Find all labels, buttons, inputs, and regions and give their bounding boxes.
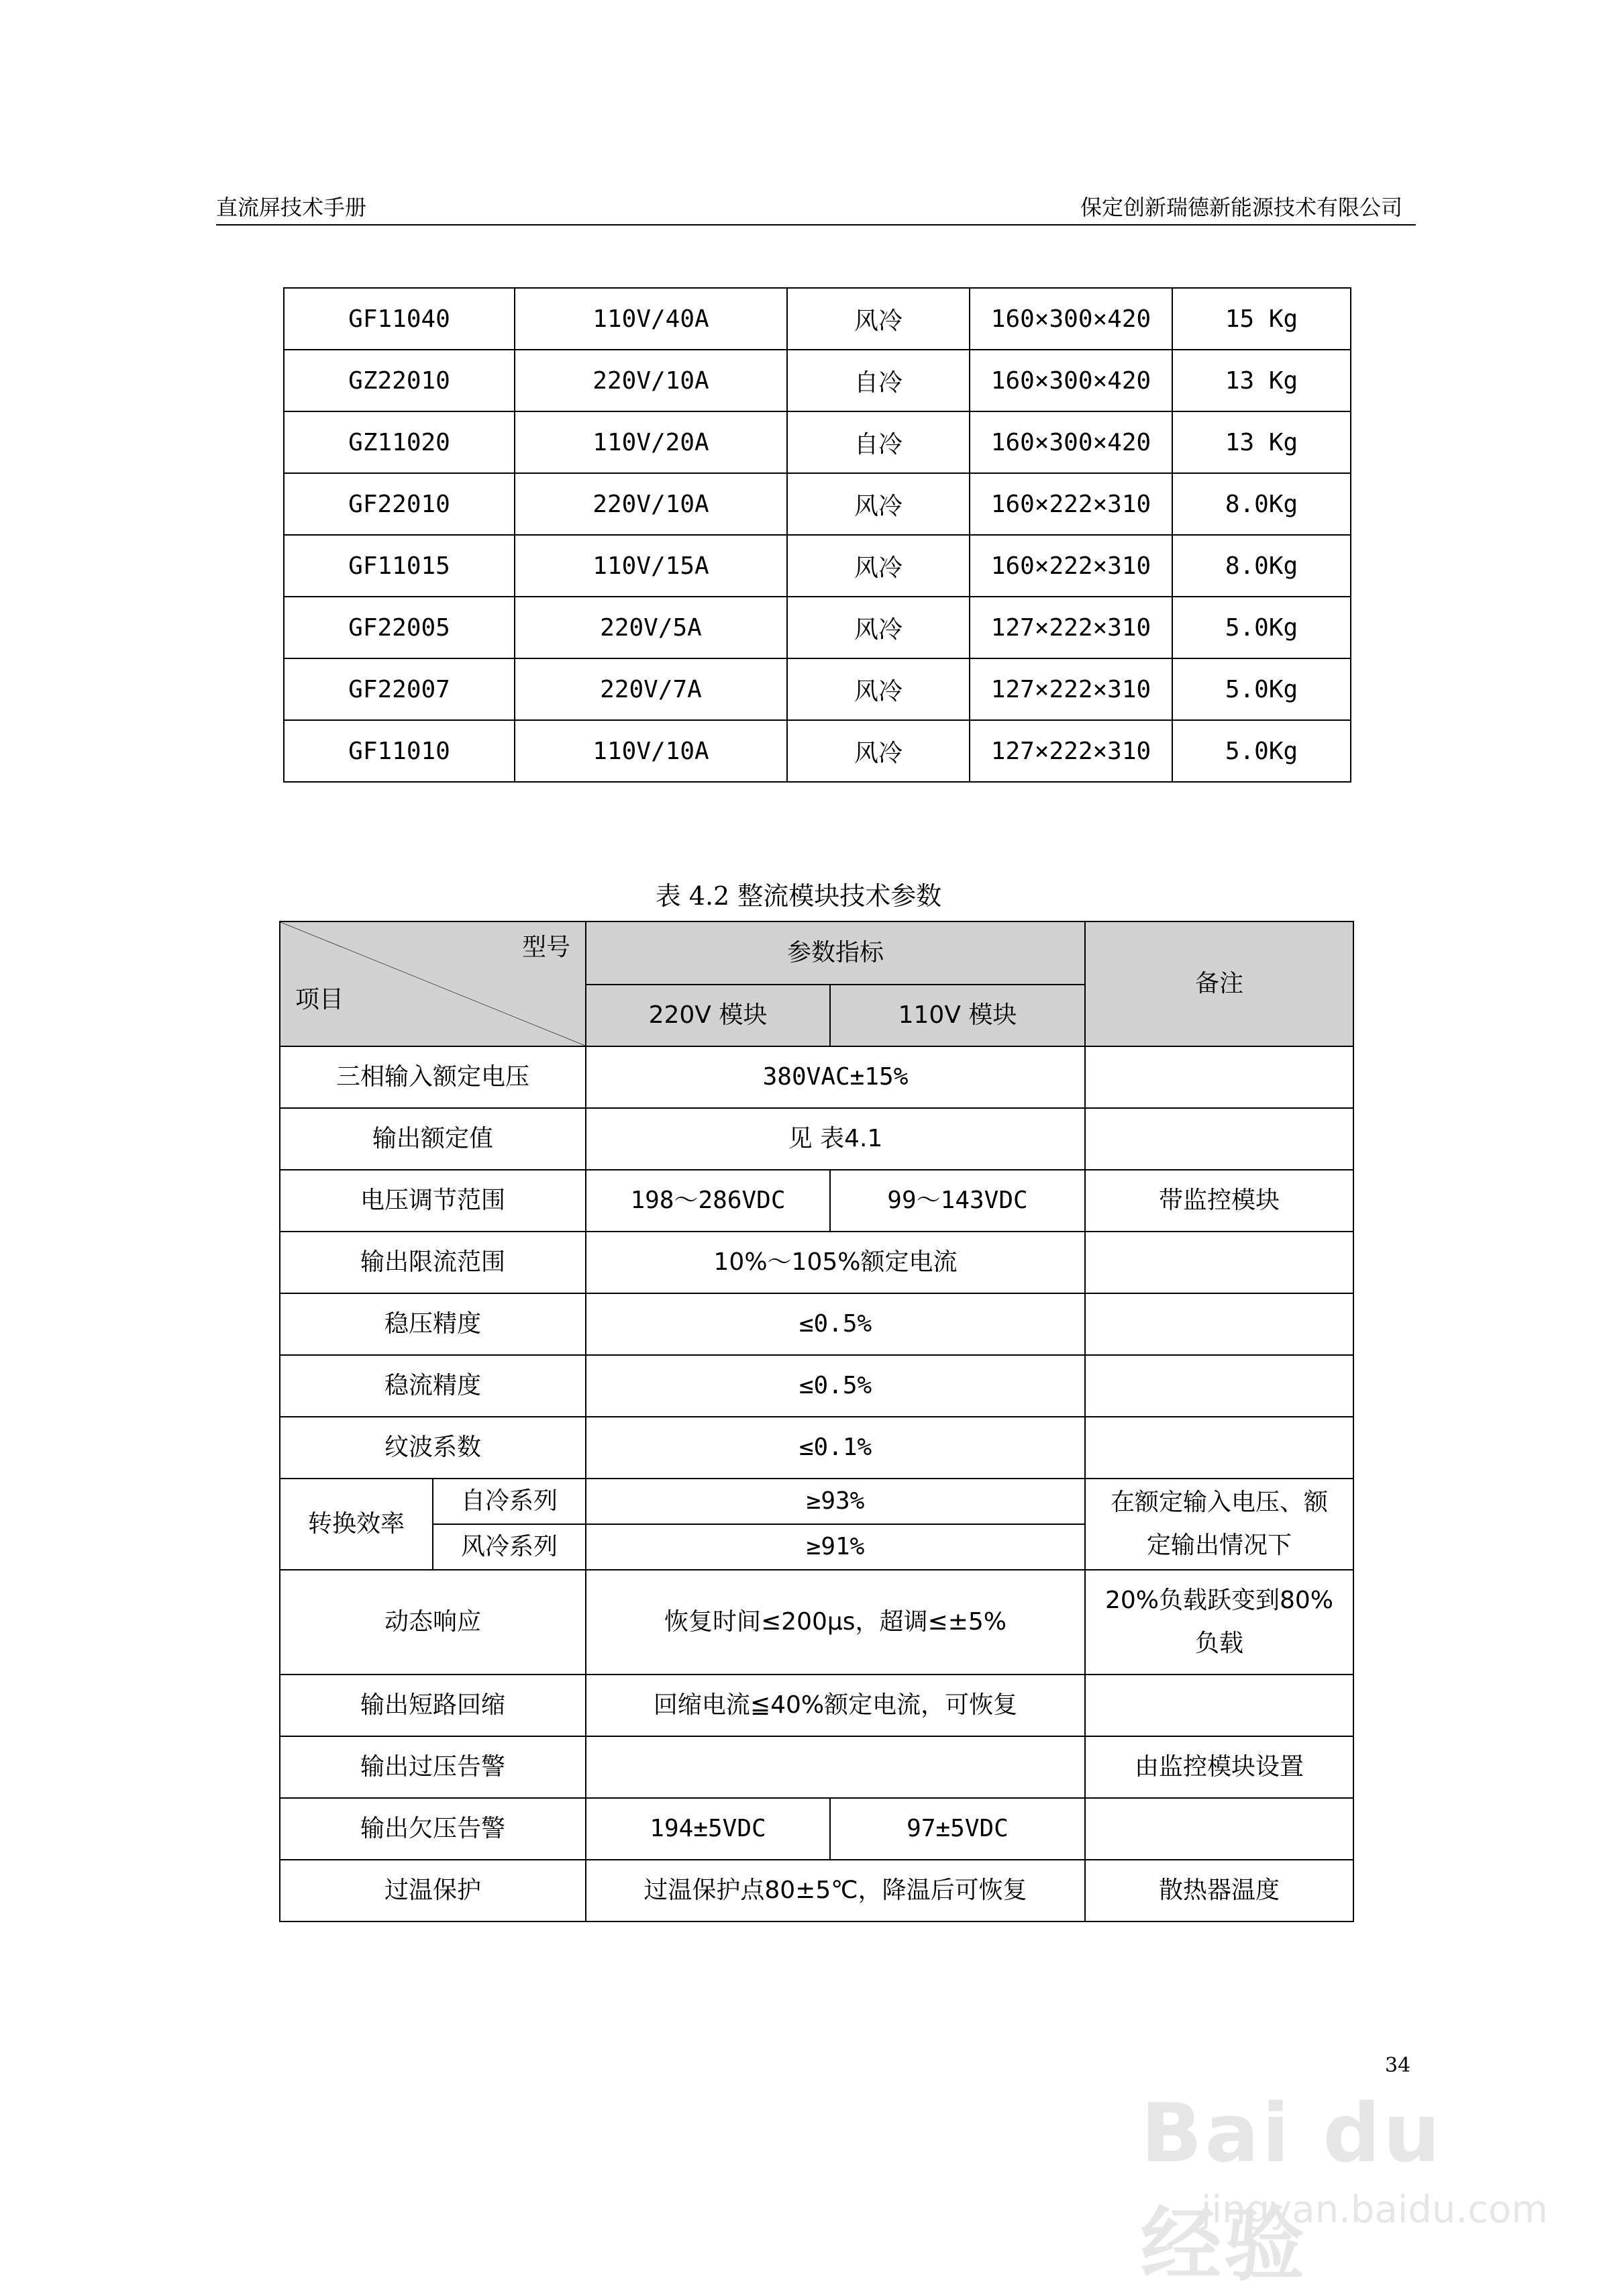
watermark-url: jingyan.baidu.com <box>1201 2188 1548 2232</box>
row-value <box>586 1736 1085 1798</box>
weight-cell: 13 Kg <box>1172 350 1351 411</box>
row-label: 输出额定值 <box>280 1108 586 1170</box>
rating-cell: 110V/10A <box>515 720 787 782</box>
table-row <box>284 658 1351 720</box>
rating-cell: 110V/40A <box>515 288 787 350</box>
page-number: 34 <box>1385 2054 1411 2077</box>
header-left-title: 直流屏技术手册 <box>216 195 367 220</box>
dimension-cell: 127×222×310 <box>970 720 1172 782</box>
remark-line: 定输出情况下 <box>1147 1532 1292 1559</box>
header-220v-module: 220V 模块 <box>586 985 830 1046</box>
weight-cell: 5.0Kg <box>1172 720 1351 782</box>
header-model-label: 型号 <box>521 934 570 961</box>
weight-cell: 8.0Kg <box>1172 535 1351 597</box>
weight-cell: 15 Kg <box>1172 288 1351 350</box>
model-spec-table <box>283 287 1351 783</box>
row-value: 380VAC±15% <box>586 1046 1085 1108</box>
table-row <box>280 1570 1353 1675</box>
cooling-cell: 风冷 <box>787 658 970 720</box>
weight-cell: 8.0Kg <box>1172 473 1351 535</box>
row-value: 恢复时间≤200μs，超调≤±5% <box>586 1570 1085 1675</box>
cooling-cell: 风冷 <box>787 535 970 597</box>
dimension-cell: 160×222×310 <box>970 535 1172 597</box>
row-value: 回缩电流≦40%额定电流，可恢复 <box>586 1675 1085 1736</box>
table-row <box>280 1736 1353 1798</box>
dimension-cell: 160×300×420 <box>970 288 1172 350</box>
header-item-label: 项目 <box>295 986 344 1013</box>
row-value: 见 表4.1 <box>586 1108 1085 1170</box>
row-value-110v: 99～143VDC <box>830 1170 1085 1232</box>
sub-label-natural: 自冷系列 <box>433 1479 586 1524</box>
remark-line: 负载 <box>1195 1630 1244 1657</box>
table-row <box>280 1170 1353 1232</box>
model-cell: GF11010 <box>284 720 515 782</box>
row-label: 电压调节范围 <box>280 1170 586 1232</box>
table-row <box>280 1798 1353 1860</box>
rating-cell: 110V/15A <box>515 535 787 597</box>
remark-line: 在额定输入电压、额 <box>1111 1489 1329 1516</box>
model-cell: GF11040 <box>284 288 515 350</box>
row-remark: 由监控模块设置 <box>1085 1736 1353 1798</box>
row-remark <box>1085 1479 1353 1570</box>
row-value: 过温保护点80±5℃，降温后可恢复 <box>586 1860 1085 1921</box>
cooling-cell: 自冷 <box>787 350 970 411</box>
dimension-cell: 160×222×310 <box>970 473 1172 535</box>
row-value: 10%～105%额定电流 <box>586 1232 1085 1293</box>
row-label: 输出过压告警 <box>280 1736 586 1798</box>
row-remark <box>1085 1675 1353 1736</box>
model-cell: GF11015 <box>284 535 515 597</box>
row-label: 输出限流范围 <box>280 1232 586 1293</box>
model-cell: GF22005 <box>284 597 515 658</box>
weight-cell: 5.0Kg <box>1172 658 1351 720</box>
row-value-110v: 97±5VDC <box>830 1798 1085 1860</box>
row-label: 稳压精度 <box>280 1293 586 1355</box>
table-row <box>284 535 1351 597</box>
dimension-cell: 127×222×310 <box>970 597 1172 658</box>
watermark-brand: Bai du 经验 <box>1141 2087 1443 2292</box>
row-value-natural: ≥93% <box>586 1479 1085 1524</box>
row-value-forced: ≥91% <box>586 1524 1085 1570</box>
rating-cell: 220V/10A <box>515 350 787 411</box>
header-remark: 备注 <box>1085 921 1353 1046</box>
rating-cell: 220V/5A <box>515 597 787 658</box>
row-remark <box>1085 1570 1353 1675</box>
row-remark <box>1085 1232 1353 1293</box>
row-remark <box>1085 1108 1353 1170</box>
row-value-220v: 198～286VDC <box>586 1170 830 1232</box>
weight-cell: 13 Kg <box>1172 411 1351 473</box>
table-row <box>284 350 1351 411</box>
cooling-cell: 自冷 <box>787 411 970 473</box>
header-right-company: 保定创新瑞德新能源技术有限公司 <box>1080 195 1402 220</box>
row-value-220v: 194±5VDC <box>586 1798 830 1860</box>
cooling-cell: 风冷 <box>787 288 970 350</box>
table-row <box>284 411 1351 473</box>
table-row <box>284 288 1351 350</box>
table-row <box>280 1417 1353 1479</box>
table-row <box>280 1108 1353 1170</box>
rating-cell: 220V/10A <box>515 473 787 535</box>
row-label: 过温保护 <box>280 1860 586 1921</box>
watermark <box>1141 2087 1548 2292</box>
row-remark <box>1085 1355 1353 1417</box>
weight-cell: 5.0Kg <box>1172 597 1351 658</box>
model-cell: GF22007 <box>284 658 515 720</box>
dimension-cell: 160×300×420 <box>970 350 1172 411</box>
remark-line: 20%负载跃变到80% <box>1104 1587 1334 1614</box>
row-remark: 带监控模块 <box>1085 1170 1353 1232</box>
table-row <box>284 597 1351 658</box>
table-row <box>284 473 1351 535</box>
cooling-cell: 风冷 <box>787 473 970 535</box>
table-row <box>280 1355 1353 1417</box>
row-label: 输出短路回缩 <box>280 1675 586 1736</box>
table-row <box>284 720 1351 782</box>
header-params: 参数指标 <box>586 921 1085 985</box>
row-label: 转换效率 <box>280 1479 433 1570</box>
rating-cell: 220V/7A <box>515 658 787 720</box>
model-cell: GZ22010 <box>284 350 515 411</box>
header-diagonal-cell <box>280 921 586 1046</box>
table-row <box>280 1479 1353 1524</box>
row-label: 三相输入额定电压 <box>280 1046 586 1108</box>
table-caption: 表 4.2 整流模块技术参数 <box>655 881 942 911</box>
table-row <box>280 1232 1353 1293</box>
row-remark <box>1085 1046 1353 1108</box>
row-value: ≤0.5% <box>586 1293 1085 1355</box>
cooling-cell: 风冷 <box>787 597 970 658</box>
model-cell: GF22010 <box>284 473 515 535</box>
row-label: 动态响应 <box>280 1570 586 1675</box>
row-remark <box>1085 1798 1353 1860</box>
table-row <box>280 1675 1353 1736</box>
cooling-cell: 风冷 <box>787 720 970 782</box>
row-value: ≤0.5% <box>586 1355 1085 1417</box>
dimension-cell: 160×300×420 <box>970 411 1172 473</box>
row-label: 纹波系数 <box>280 1417 586 1479</box>
table-row <box>280 1046 1353 1108</box>
table-row <box>280 1293 1353 1355</box>
model-spec-table-body <box>284 288 1351 782</box>
model-cell: GZ11020 <box>284 411 515 473</box>
row-remark <box>1085 1417 1353 1479</box>
row-value: ≤0.1% <box>586 1417 1085 1479</box>
dimension-cell: 127×222×310 <box>970 658 1172 720</box>
table-row <box>280 1860 1353 1921</box>
rating-cell: 110V/20A <box>515 411 787 473</box>
header-110v-module: 110V 模块 <box>830 985 1085 1046</box>
rectifier-param-table <box>279 921 1354 1922</box>
row-label: 稳流精度 <box>280 1355 586 1417</box>
sub-label-forced: 风冷系列 <box>433 1524 586 1570</box>
header-rule <box>216 224 1416 226</box>
row-remark <box>1085 1293 1353 1355</box>
row-remark: 散热器温度 <box>1085 1860 1353 1921</box>
row-label: 输出欠压告警 <box>280 1798 586 1860</box>
